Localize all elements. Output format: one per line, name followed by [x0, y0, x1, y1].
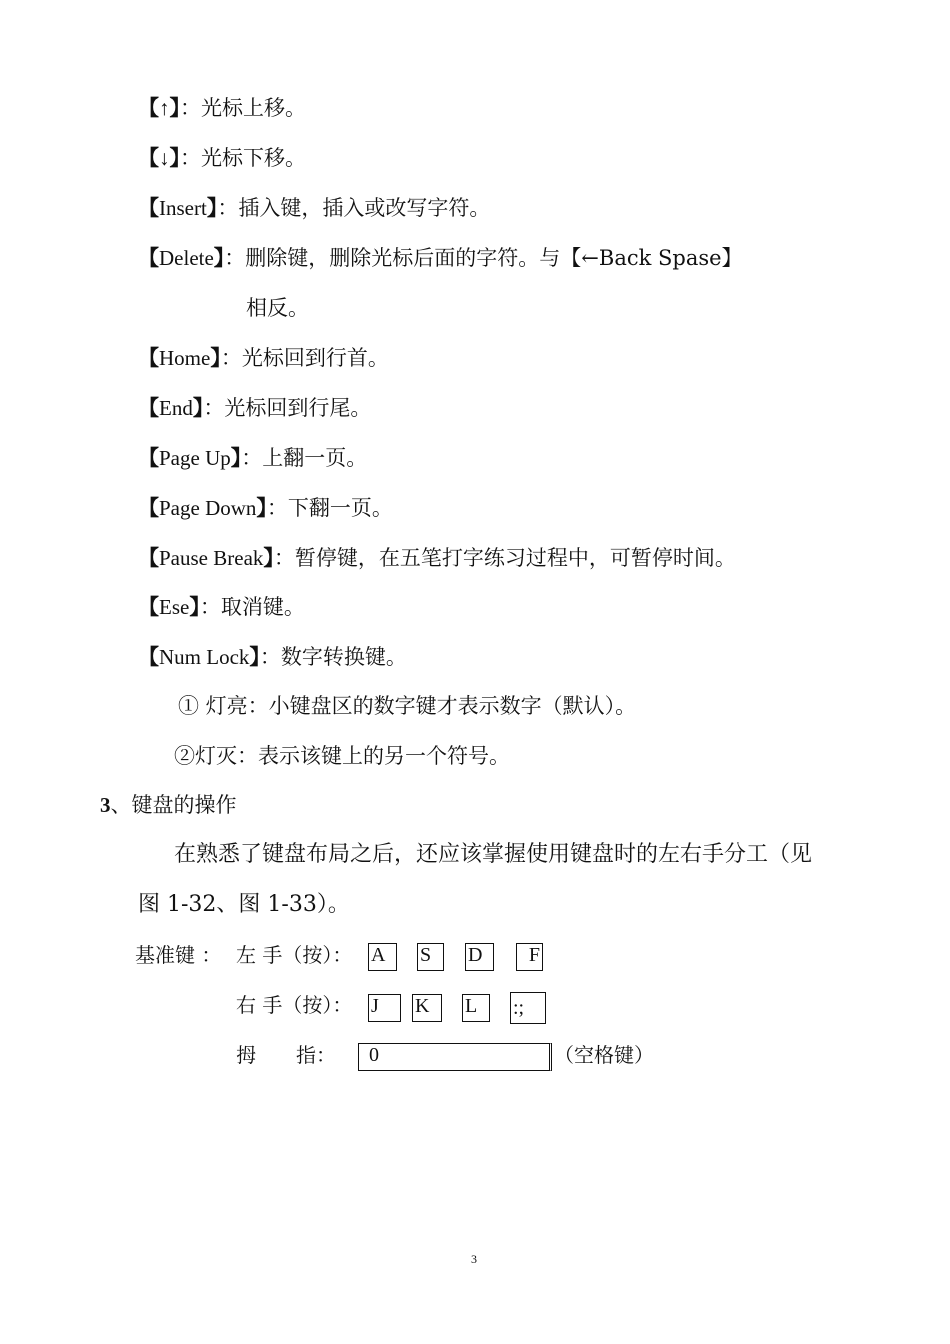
home-keys-label: 基准键 ：	[135, 943, 222, 967]
key-line-ese: 【Ese】：取消键。	[138, 595, 305, 619]
key-desc: 光标回到行首。	[241, 346, 389, 370]
key-line-home: 【Home】：光标回到行首。	[138, 346, 389, 370]
bracket-open: 【	[138, 546, 159, 570]
thumb-label: 拇 指：	[236, 1043, 336, 1067]
key-desc: 插入键，插入或改写字符。	[238, 196, 491, 220]
key-desc: 光标下移。	[201, 146, 306, 170]
bracket-close: 】	[169, 146, 180, 170]
key-box-f: F	[516, 943, 543, 971]
key-desc: 上翻一页。	[262, 446, 368, 470]
key-desc-cont: 相反。	[246, 296, 309, 320]
bracket-close: 】	[169, 96, 180, 120]
numlock-on-note: ① 灯亮：小键盘区的数字键才表示数字（默认）。	[178, 694, 637, 718]
page-number: 3	[471, 1252, 477, 1266]
key-desc: 光标回到行尾。	[224, 396, 372, 420]
key-box-j: J	[368, 994, 401, 1022]
key-name: Ese	[159, 595, 190, 619]
bracket-close: 】	[256, 496, 267, 520]
key-name: Page Up	[159, 446, 231, 470]
bracket-open: 【	[138, 446, 159, 470]
bracket-close: 】	[192, 396, 204, 420]
key-name: End	[159, 396, 193, 420]
spacebar-box: 0	[358, 1043, 552, 1071]
key-box-semicolon: :;	[510, 992, 546, 1024]
bracket-open: 【	[138, 645, 159, 669]
key-name: Insert	[159, 196, 207, 220]
bracket-close: 】	[210, 346, 221, 370]
key-line-up: 【↑】：光标上移。	[138, 96, 306, 120]
spacebar-note: （空格键）	[554, 1043, 654, 1067]
key-desc: 数字转换键。	[280, 645, 407, 669]
key-name: ↑	[159, 96, 170, 120]
section-heading	[100, 792, 237, 818]
bracket-open: 【	[138, 396, 159, 420]
bracket-close: 】	[263, 546, 274, 570]
key-line-pagedown: 【Page Down】：下翻一页。	[138, 496, 393, 520]
paragraph-line-1: 在熟悉了键盘布局之后，还应该掌握使用键盘时的左右手分工（见	[174, 842, 813, 867]
paragraph-line-2: 图 1-32、图 1-33）。	[138, 892, 350, 917]
key-box-a: A	[368, 943, 397, 971]
key-line-numlock: 【Num Lock】：数字转换键。	[138, 645, 407, 669]
key-box-k: K	[412, 994, 442, 1022]
bracket-close: 】	[230, 446, 242, 470]
bracket-open: 【	[138, 146, 159, 170]
key-name: Page Down	[159, 496, 257, 520]
key-line-delete: 【Delete】：删除键，删除光标后面的字符。与【←Back Spase】	[138, 246, 743, 270]
section-title: 、键盘的操作	[110, 793, 237, 817]
key-name: Delete	[159, 246, 214, 270]
key-name: Pause Break	[159, 546, 264, 570]
section-number: 3	[100, 793, 111, 817]
key-line-delete-cont	[246, 295, 309, 321]
key-name: Home	[159, 346, 211, 370]
numlock-off-note: ②灯灭：表示该键上的另一个符号。	[174, 744, 510, 768]
bracket-open: 【	[138, 496, 159, 520]
key-desc: 取消键。	[220, 595, 305, 619]
key-desc: 删除键，删除光标后面的字符。与【←Back Spase】	[245, 246, 743, 270]
bracket-open: 【	[138, 346, 159, 370]
bracket-open: 【	[138, 595, 159, 619]
bracket-open: 【	[138, 246, 159, 270]
key-desc: 下翻一页。	[287, 496, 393, 520]
key-box-d: D	[465, 943, 494, 971]
bracket-close: 】	[189, 595, 200, 619]
key-name: Num Lock	[159, 645, 250, 669]
bracket-close: 】	[249, 645, 260, 669]
key-desc: 暂停键，在五笔打字练习过程中，可暂停时间。	[294, 546, 736, 570]
left-hand-label: 左 手（按）：	[236, 943, 353, 967]
key-box-s: S	[417, 943, 444, 971]
key-line-end: 【End】：光标回到行尾。	[138, 396, 372, 420]
right-hand-label: 右 手（按）：	[236, 993, 353, 1017]
bracket-open: 【	[138, 196, 159, 220]
bracket-close: 】	[206, 196, 218, 220]
key-box-l: L	[462, 994, 490, 1022]
key-desc: 光标上移。	[201, 96, 306, 120]
key-line-pageup: 【Page Up】：上翻一页。	[138, 446, 368, 470]
key-line-down: 【↓】：光标下移。	[138, 146, 306, 170]
key-name: ↓	[159, 146, 170, 170]
bracket-close: 】	[213, 246, 225, 270]
key-line-insert: 【Insert】：插入键，插入或改写字符。	[138, 196, 491, 220]
key-line-pausebreak: 【Pause Break】：暂停键，在五笔打字练习过程中，可暂停时间。	[138, 546, 736, 570]
bracket-open: 【	[138, 96, 159, 120]
